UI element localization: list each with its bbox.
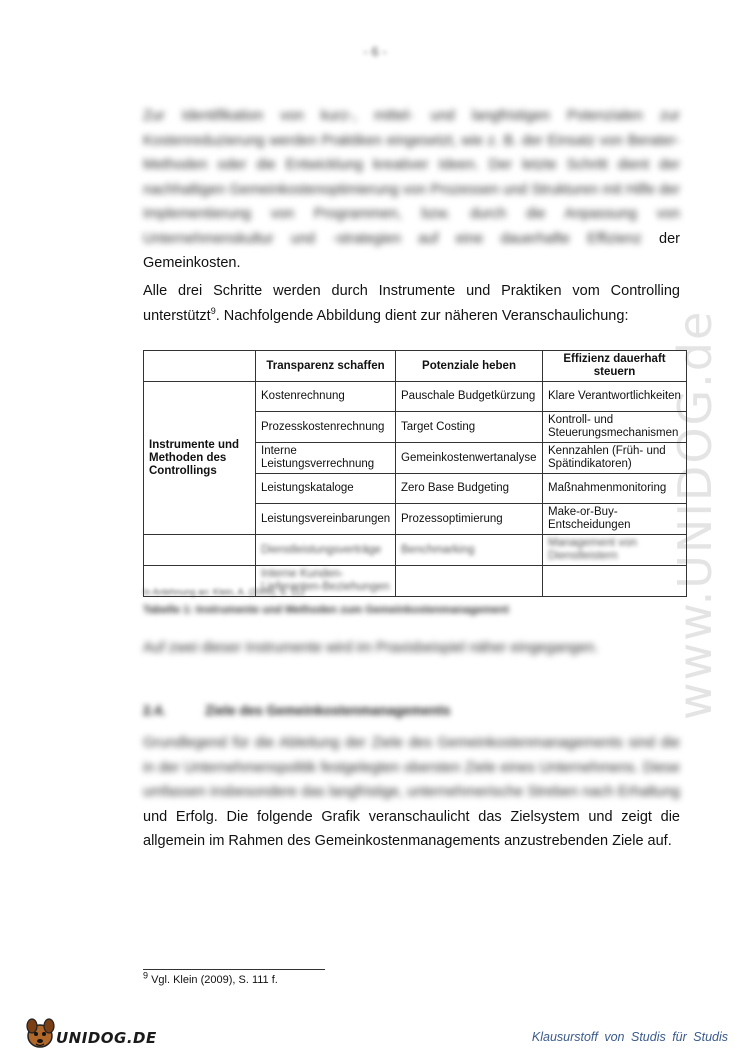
footnote-ref: 9 — [210, 305, 216, 316]
table-cell: Interne Leistungsverrechnung — [256, 443, 396, 474]
table-cell: Benchmarking — [396, 535, 543, 566]
table-row-label: Instrumente und Methoden des Controllings — [144, 382, 256, 535]
footer-slogan: Klausurstoff von Studis für Studis — [531, 1030, 728, 1044]
table-cell: Kontroll- und Steuerungsmechanismen — [543, 412, 687, 443]
table-cell: Maßnahmenmonitoring — [543, 474, 687, 504]
paragraph-4-blurred: Grundlegend für die Ableitung der Ziele des Gemeinkostenmanagements sind die in der Unternehmenspolitik festgelegten obersten Ziele eines Unternehmens. Diese umfassen insbesondere das langfristige, unternehmerische Streben nach Erhaltung — [143, 735, 680, 800]
section-title: Ziele des Gemeinkostenmanagements — [205, 703, 451, 718]
table-header-row — [144, 351, 687, 382]
page-number: - 6 - — [363, 44, 387, 59]
paragraph-2-text-a: Alle drei Schritte werden durch Instrumente und Praktiken vom Controlling unterstützt — [143, 283, 680, 324]
table-cell: Management von Dienstleistern — [543, 535, 687, 566]
footnote — [143, 970, 278, 986]
footnote-divider — [143, 969, 325, 970]
table-cell: Leistungskataloge — [256, 474, 396, 504]
table-header-transparency: Transparenz schaffen — [256, 351, 396, 382]
table-header-efficiency: Effizienz dauerhaft steuern — [543, 351, 687, 382]
table-cell: Klare Verantwortlichkeiten — [543, 382, 687, 412]
table-cell: Dienstleistungsverträge — [256, 535, 396, 566]
paragraph-2-text-b: . Nachfolgende Abbildung dient zur näheren Veranschaulichung: — [215, 307, 629, 324]
paragraph-3: Auf zwei dieser Instrumente wird im Praxisbeispiel näher eingegangen. — [143, 640, 599, 656]
table-cell: Prozessoptimierung — [396, 504, 543, 535]
table-cell: Zero Base Budgeting — [396, 474, 543, 504]
table-header-potentials: Potenziale heben — [396, 351, 543, 382]
table-cell-empty — [144, 535, 256, 566]
table-cell: Prozesskostenrechnung — [256, 412, 396, 443]
paragraph-1 — [143, 104, 680, 276]
table-cell: Target Costing — [396, 412, 543, 443]
table-row — [144, 382, 687, 412]
table-source: In Anlehnung an: Klein, A. (2009), S. 112 — [143, 587, 305, 597]
watermark: www.UNIDOG.de — [668, 309, 722, 720]
instruments-table — [143, 350, 687, 597]
table-cell: Gemeinkostenwertanalyse — [396, 443, 543, 474]
table-cell: Interne Kunden-Lieferanten-Beziehungen — [256, 566, 396, 597]
paragraph-4 — [143, 731, 680, 854]
footnote-number: 9 — [143, 970, 149, 981]
paragraph-4-clear: und Erfolg. Die folgende Grafik veranschaulicht das Zielsystem und zeigt die allgemein im Rahmen des Gemeinkostenmanagements anzustrebenden Ziele auf. — [143, 808, 680, 849]
table-cell: Kostenrechnung — [256, 382, 396, 412]
table-cell: Leistungsvereinbarungen — [256, 504, 396, 535]
table-caption: Tabelle 1: Instrumente und Methoden zum Gemeinkostenmanagement — [143, 604, 509, 616]
paragraph-1-blurred: Zur Identifikation von kurz-, mittel- und langfristigen Potenzialen zur Kostenreduzierung werden Praktiken eingesetzt, wie z. B. der Einsatz von Berater-Methoden oder die Entwicklung kreativer Ideen. Der letzte Schritt dient der nachhaltigen Gemeinkostenoptimierung von Prozessen und Strukturen mit Hilfe der Implementierung von Programmen, bzw. durch die Anpassung von Unternehmenskultur und -strategien auf eine dauerhafte Effizienz — [143, 108, 680, 247]
table-cell — [543, 566, 687, 597]
section-number: 2.4. — [143, 703, 166, 718]
paragraph-2 — [143, 279, 680, 328]
table-header-empty — [144, 351, 256, 382]
table-cell — [396, 566, 543, 597]
table-row-blurred — [144, 535, 687, 566]
footer-logo-text[interactable]: UNIDOG.DE — [56, 1029, 157, 1047]
table-cell: Pauschale Budgetkürzung — [396, 382, 543, 412]
section-heading — [143, 703, 450, 718]
paragraph-1-clear: der Gemeinkosten. — [143, 230, 680, 271]
footnote-text: Vgl. Klein (2009), S. 111 f. — [148, 974, 278, 986]
table-cell: Make-or-Buy-Entscheidungen — [543, 504, 687, 535]
table-cell: Kennzahlen (Früh- und Spätindikatoren) — [543, 443, 687, 474]
